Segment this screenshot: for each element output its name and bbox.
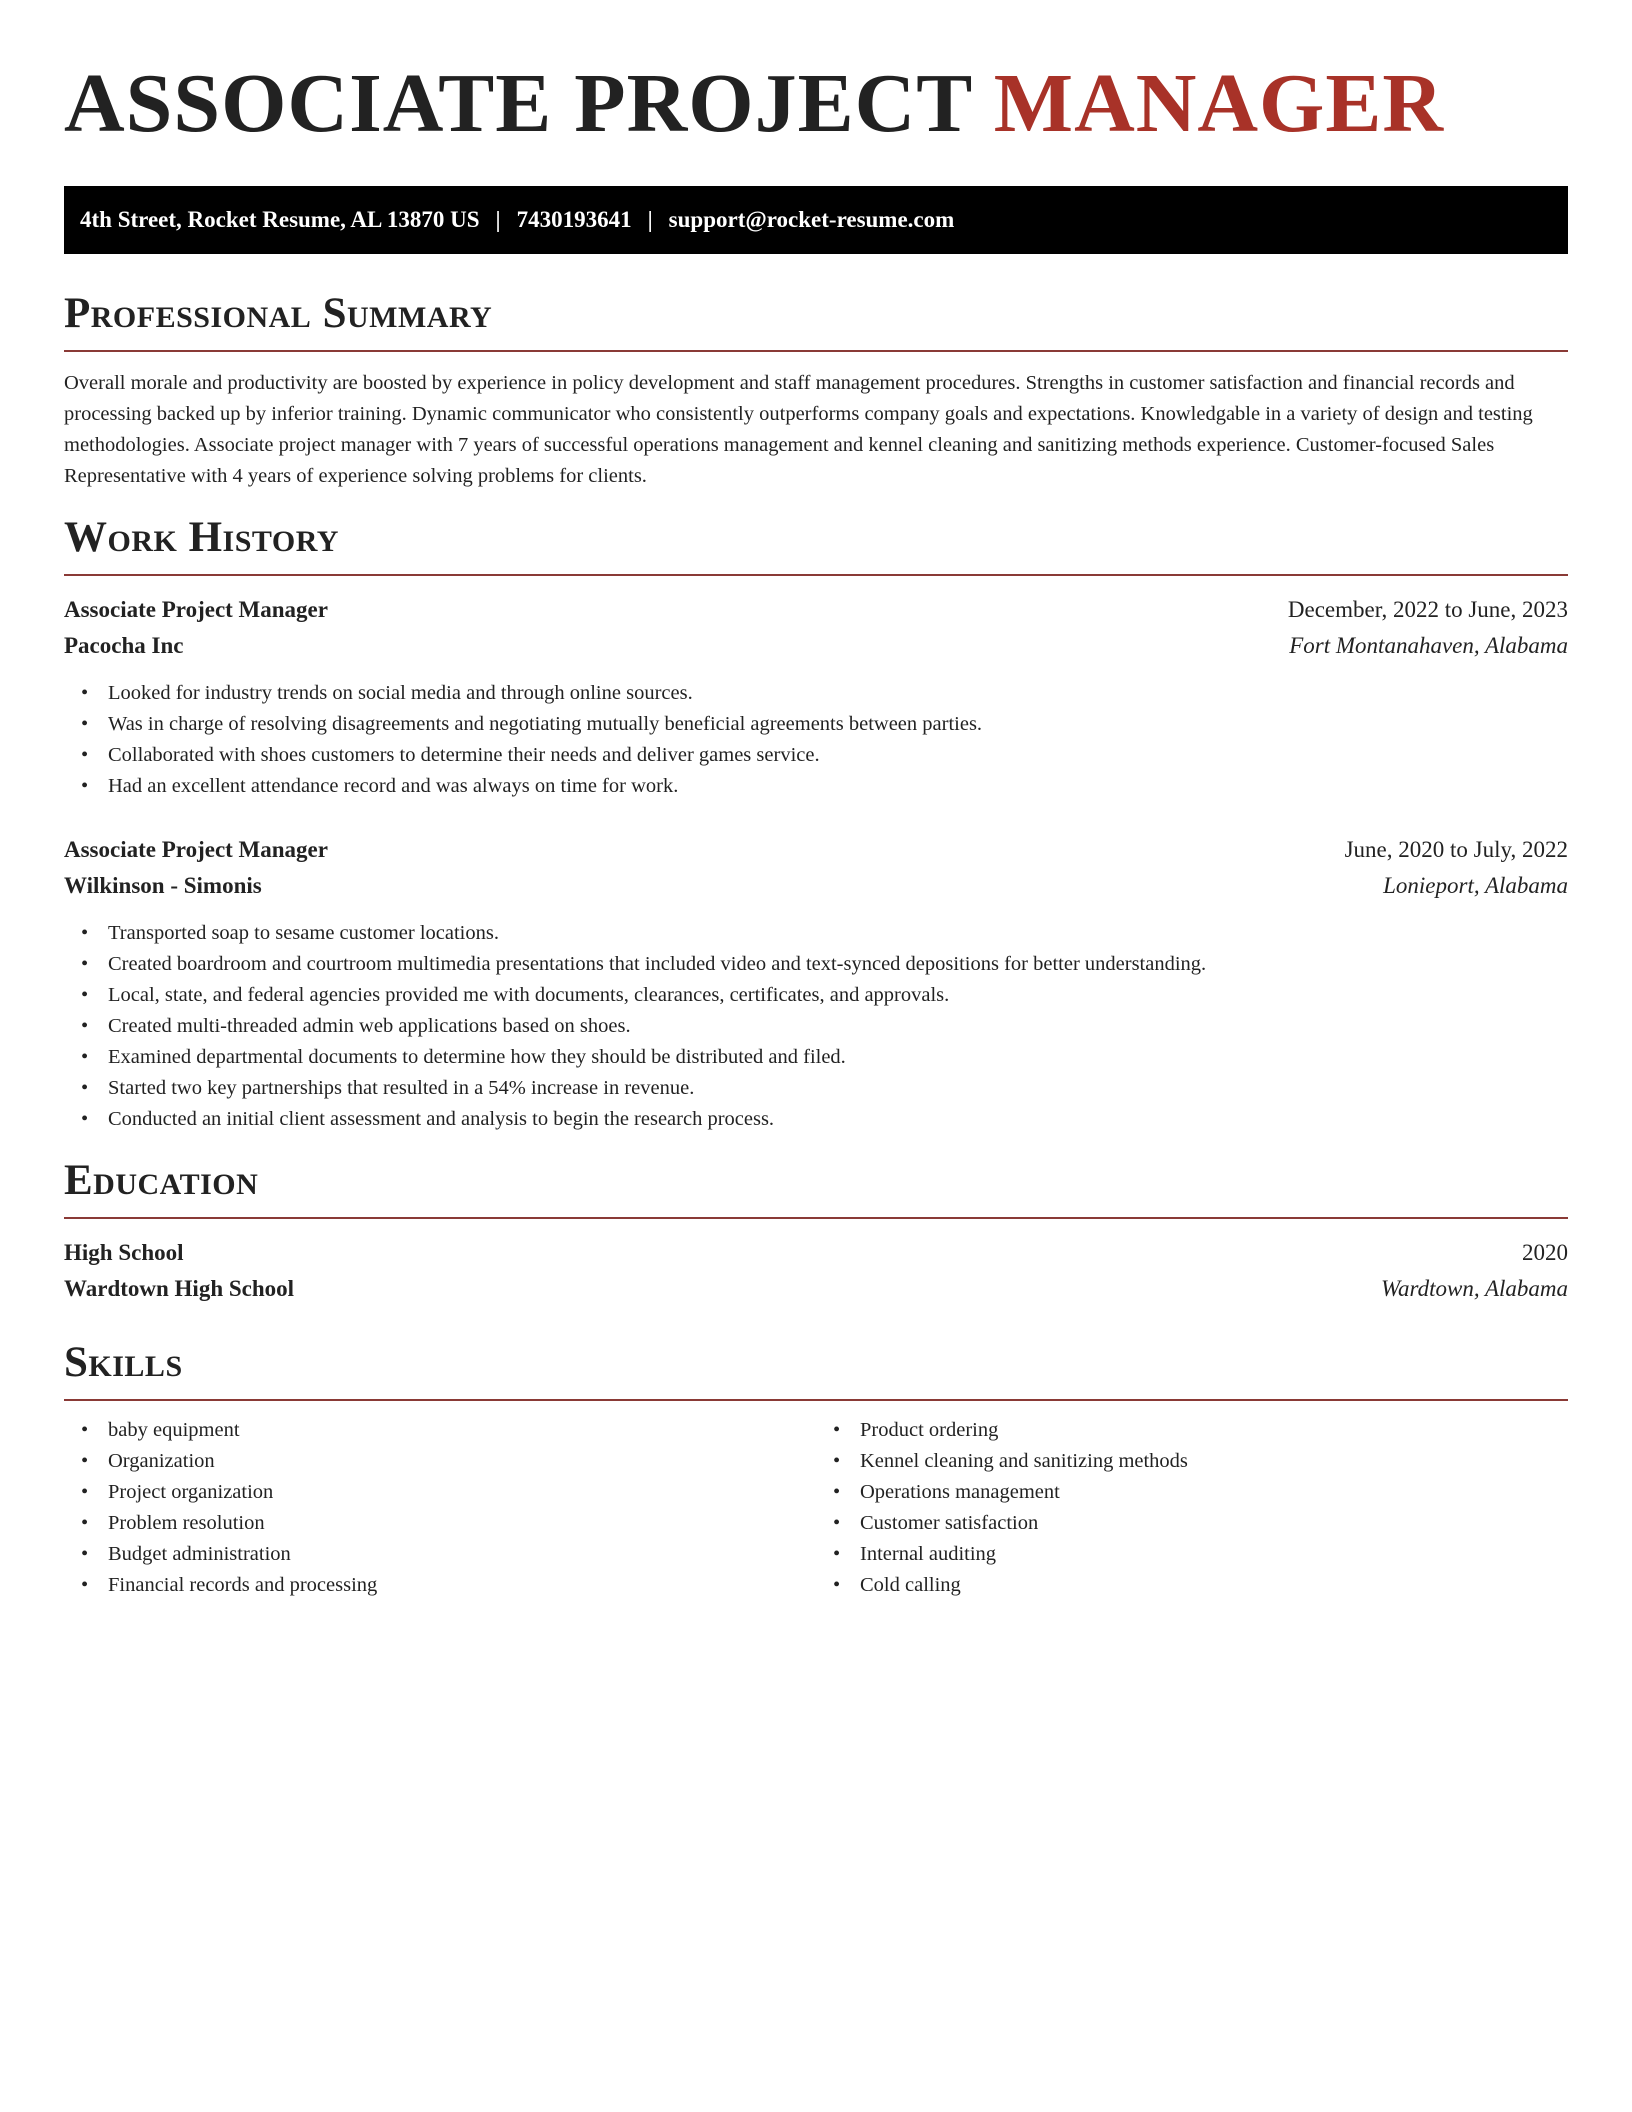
job-company: Wilkinson - Simonis: [64, 873, 262, 898]
education-degree: High School: [64, 1240, 184, 1265]
contact-separator: |: [647, 207, 653, 232]
education-section: [64, 1155, 1568, 1307]
section-heading: Skills: [64, 1339, 183, 1386]
list-item: • Local, state, and federal agencies provided me with documents, clearances, certificates, and approvals.: [108, 980, 1568, 1011]
job-header-row: [64, 832, 1568, 868]
job-company-row: [64, 628, 1568, 664]
contact-phone: 7430193641: [516, 207, 632, 232]
list-item: • Was in charge of resolving disagreements and negotiating mutually beneficial agreements between parties.: [108, 709, 1568, 740]
skill-item: • Budget administration: [108, 1539, 816, 1570]
list-item: • Transported soap to sesame customer locations.: [108, 918, 1568, 949]
education-location: Wardtown, Alabama: [1380, 1276, 1568, 1301]
contact-email: support@rocket-resume.com: [668, 207, 955, 232]
summary-text: Overall morale and productivity are boosted by experience in policy development and staff management procedures. Strengths in customer satisfaction and financial records and processing backed up by inferior training. Dynamic communicator who consistently outperforms company goals and expectations. Knowledgable in a variety of design and testing methodologies. Associate project manager with 7 years of successful operations management and kennel cleaning and sanitizing methods experience. Customer-focused Sales Representative with 4 years of experience solving problems for clients.: [64, 372, 1533, 487]
list-item: • Created multi-threaded admin web applications based on shoes.: [108, 1011, 1568, 1042]
job-bullets: [64, 918, 1568, 1135]
list-item: • Examined departmental documents to determine how they should be distributed and filed.: [108, 1042, 1568, 1073]
contact-bar: [64, 186, 1568, 254]
job-role: Associate Project Manager: [64, 597, 328, 622]
list-item: • Started two key partnerships that resulted in a 54% increase in revenue.: [108, 1073, 1568, 1104]
job-dates: December, 2022 to June, 2023: [1287, 597, 1568, 622]
skill-item: • Project organization: [108, 1477, 816, 1508]
section-heading: Work History: [64, 514, 339, 561]
contact-separator: |: [495, 207, 501, 232]
skills-column-right: [816, 1415, 1568, 1601]
section-divider: [64, 1217, 1568, 1219]
skill-item: • Cold calling: [860, 1570, 1568, 1601]
job-company: Pacocha Inc: [64, 633, 184, 658]
job-header-row: [64, 592, 1568, 628]
job-role: Associate Project Manager: [64, 837, 328, 862]
contact-address: 4th Street, Rocket Resume, AL 13870 US: [80, 207, 480, 232]
list-item: • Looked for industry trends on social media and through online sources.: [108, 678, 1568, 709]
skills-section: [64, 1337, 1568, 1601]
job-entry: [64, 832, 1568, 1135]
list-item: • Conducted an initial client assessment and analysis to begin the research process.: [108, 1104, 1568, 1135]
skill-item: • baby equipment: [108, 1415, 816, 1446]
skill-item: • Internal auditing: [860, 1539, 1568, 1570]
work-history-section: [64, 512, 1568, 1135]
skill-item: • Financial records and processing: [108, 1570, 816, 1601]
title-last-part: MANAGER: [993, 57, 1445, 150]
education-header-row: [64, 1235, 1568, 1271]
job-dates: June, 2020 to July, 2022: [1344, 837, 1568, 862]
section-heading: Education: [64, 1157, 259, 1204]
resume-title: [64, 56, 1568, 152]
skill-item: • Operations management: [860, 1477, 1568, 1508]
skill-item: • Product ordering: [860, 1415, 1568, 1446]
list-item: • Collaborated with shoes customers to determine their needs and deliver games service.: [108, 740, 1568, 771]
education-school: Wardtown High School: [64, 1276, 295, 1301]
education-year: 2020: [1522, 1240, 1568, 1265]
section-divider: [64, 350, 1568, 352]
skill-item: • Problem resolution: [108, 1508, 816, 1539]
title-first-part: ASSOCIATE PROJECT: [64, 57, 972, 150]
skill-item: • Kennel cleaning and sanitizing methods: [860, 1446, 1568, 1477]
job-location: Fort Montanahaven, Alabama: [1289, 633, 1568, 658]
skills-column-left: [64, 1415, 816, 1601]
education-school-row: [64, 1271, 1568, 1307]
job-bullets: [64, 678, 1568, 802]
list-item: • Had an excellent attendance record and was always on time for work.: [108, 771, 1568, 802]
section-divider: [64, 574, 1568, 576]
education-entry: [64, 1235, 1568, 1307]
skills-grid: [64, 1415, 1568, 1601]
skill-item: • Organization: [108, 1446, 816, 1477]
list-item: • Created boardroom and courtroom multimedia presentations that included video and text-synced depositions for better understanding.: [108, 949, 1568, 980]
job-entry: [64, 592, 1568, 802]
skill-item: • Customer satisfaction: [860, 1508, 1568, 1539]
section-divider: [64, 1399, 1568, 1401]
summary-section: [64, 288, 1568, 492]
section-heading: Professional Summary: [64, 290, 493, 337]
job-location: Lonieport, Alabama: [1383, 873, 1568, 898]
job-company-row: [64, 868, 1568, 904]
